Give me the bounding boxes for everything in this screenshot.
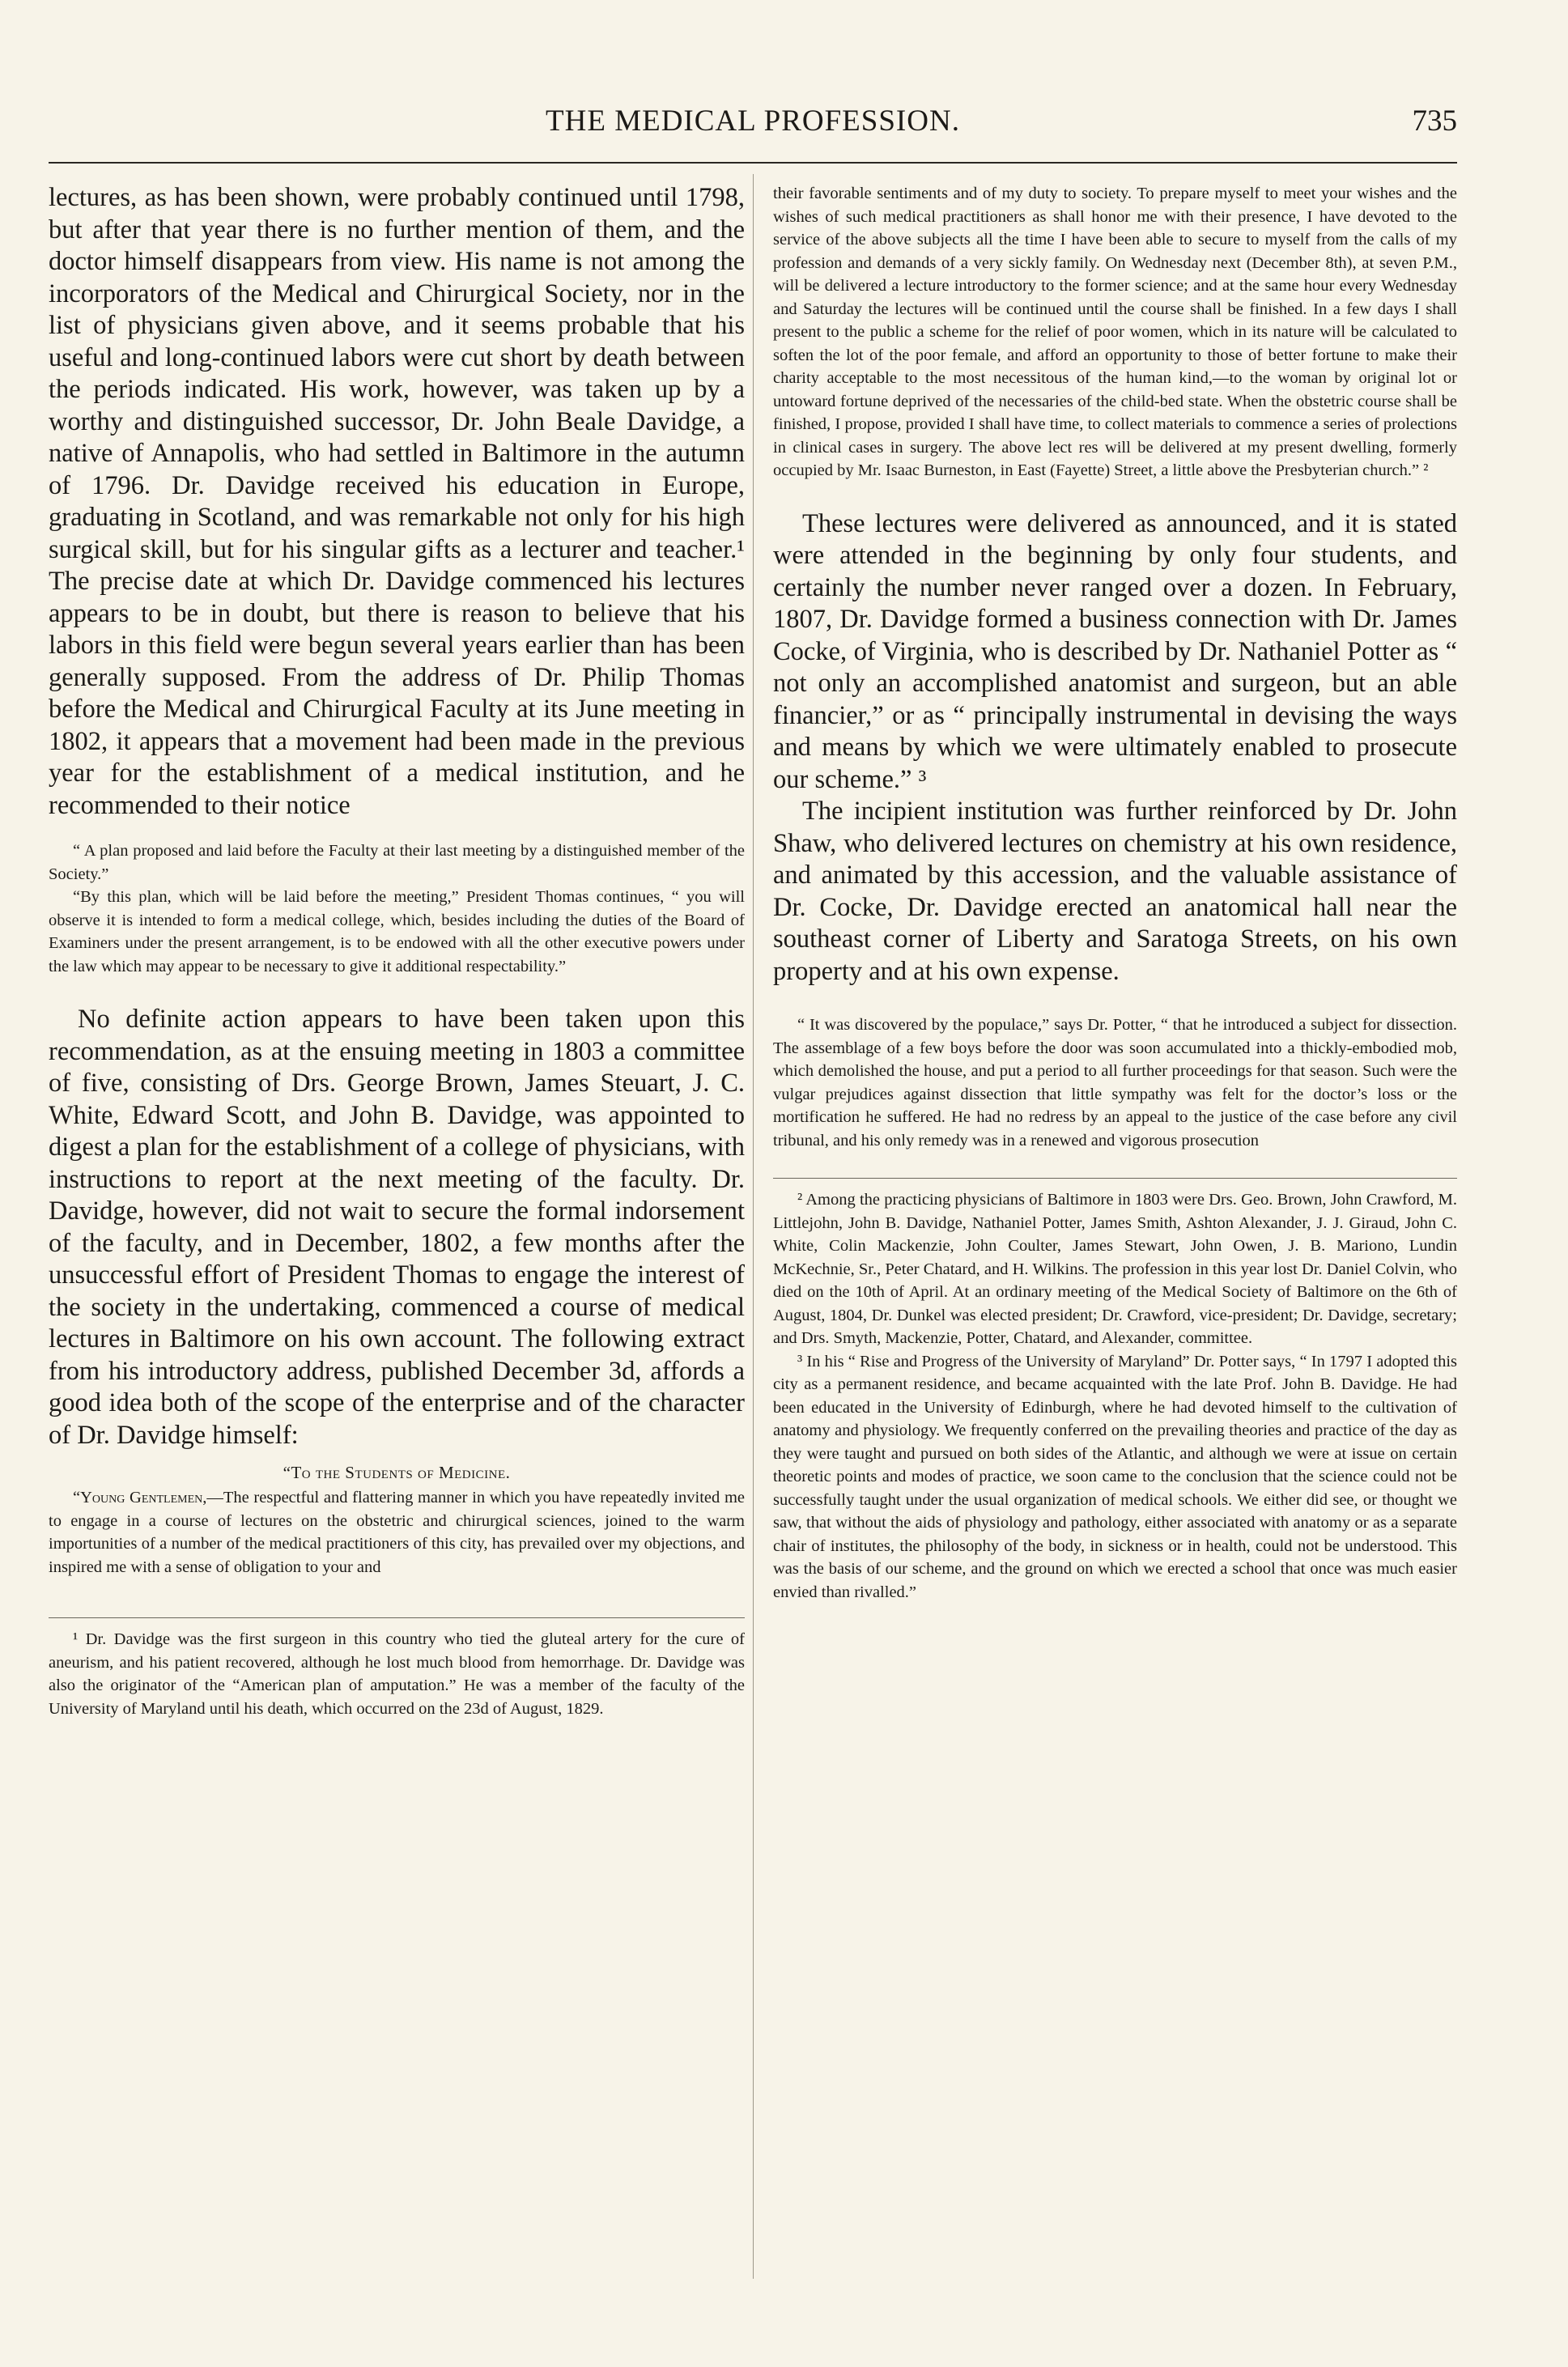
address-text bbox=[49, 1486, 745, 1579]
block-quote: “ It was discovered by the populace,” says Dr. Potter, “ that he introduced a subject for dissection. The assemblage of a few boys before the door was soon accumulated into a thickly-embodied mob, which demolished the house, and put a period to all further proceedings for that season. Such were the vulgar prejudices against dissection that little sympathy was felt for the doctor’s loss or the mortification he suffered. He had no redress by an appeal to the justice of the case before any civil tribunal, and his only remedy was in a renewed and vigorous prosecution bbox=[773, 1016, 1457, 1150]
left-column bbox=[49, 182, 745, 1720]
body-paragraph: lectures, as has been shown, were probably continued until 1798, but after that year there is no further mention of them, and the doctor himself disappears from view. His name is not among the incorporators of the Medical and Chirurgical Society, nor in the list of physicians given above, and it seems probable that his useful and long-continued labors were cut short by death between the periods indicated. His work, however, was taken up by a worthy and distinguished successor, Dr. John Beale Davidge, a native of Annapolis, who had settled in Baltimore in the autumn of 1796. Dr. Davidge received his education in Europe, graduating in Scotland, and was remarkable not only for his high surgical skill, but for his singular gifts as a lecturer and teacher.¹ The precise date at which Dr. Davidge commenced his lectures appears to be in doubt, but there is reason to believe that his labors in this field were begun several years earlier than has been generally supposed. From the address of Dr. Philip Thomas before the Medical and Chirurgical Faculty at its June meeting in 1802, it appears that a movement had been made in the previous year for the establishment of a medical institution, and he recommended to their notice bbox=[49, 183, 745, 820]
address-body: —The respectful and flattering manner in which you have repeatedly invited me to engage in a course of lectures on the obstetric and chirurgical sciences, joined to the warm importunities of a number of the medical practitioners of this city, has prevailed over my objections, and inspired me with a sense of obligation to your and bbox=[49, 1489, 745, 1576]
quote-paragraph: “ A plan proposed and laid before the Faculty at their last meeting by a distinguished member of the Society.” bbox=[49, 842, 745, 883]
body-paragraph: No definite action appears to have been taken upon this recommendation, as at the ensuing meeting in 1803 a committee of five, consisting of Drs. George Brown, James Steuart, J. C. White, Edward Scott, and John B. Davidge, was appointed to digest a plan for the establishment of a college of physicians, with instructions to report at the next meeting of the faculty. Dr. Davidge, however, did not wait to secure the formal indorsement of the faculty, and in December, 1802, a few months after the unsuccessful effort of President Thomas to engage the interest of the society in the undertaking, commenced a course of medical lectures in Baltimore on his own account. The following extract from his introductory address, published December 3d, affords a good idea both of the scope of the enterprise and of the character of Dr. Davidge himself: bbox=[49, 1005, 745, 1450]
running-header bbox=[49, 104, 1457, 144]
address-salutation: “Young Gentlemen, bbox=[73, 1489, 207, 1506]
address-continuation: their favorable sentiments and of my duty to society. To prepare myself to meet your wishes and the wishes of such medical practitioners as shall honor me with their presence, I have devoted to the service of the above subjects all the time I have been able to secure to myself from the calls of my profession and demands of a very sickly family. On Wednesday next (December 8th), at seven P.M., will be delivered a lecture introductory to the former science; and at the same hour every Wednesday and Saturday the lectures will be continued until the course shall be finished. In a few days I shall present to the public a scheme for the relief of poor women, which in its nature will be calculated to soften the lot of the poor female, and afford an opportunity to those of better fortune to make their charity acceptable to the most necessitous of the human kind,—to the woman by original lot or untoward fortune deprived of the necessaries of the child-bed state. When the obstetric course shall be finished, I propose, provided I shall have time, to collect materials to commence a series of prolections in clinical cases in surgery. The above lect res will be delivered at my present dwelling, formerly occupied by Mr. Isaac Burneston, in East (Fayette) Street, a little above the Presbyterian church.” ² bbox=[773, 185, 1457, 479]
footnote: ¹ Dr. Davidge was the first surgeon in this country who tied the gluteal artery for the cure of aneurism, and his patient recovered, although he lost much blood from hemorrhage. Dr. Davidge was also the originator of the “American plan of amputation.” He was a member of the faculty of the University of Maryland until his death, which occurred on the 23d of August, 1829. bbox=[49, 1630, 745, 1718]
footnote: ³ In his “ Rise and Progress of the University of Maryland” Dr. Potter says, “ In 1797 I adopted this city as a permanent residence, and became acquainted with the late Prof. John B. Davidge. He had been educated in the University of Edinburgh, where he had devoted himself to the cultivation of anatomy and physiology. We frequently conferred on the prevailing theories and practice of the day as they were taught and pursued on both sides of the Atlantic, and although we were at issue on certain theoretic points and modes of practice, we soon came to the conclusion that the science could not be successfully taught under the usual organization of medical schools. We either did see, or thought we saw, that without the aids of physiology and pathology, either associated with anatomy or as a separate chair of institutes, the philosophy of the body, in sickness or in health, could not be understood. This was the basis of our scheme, and the ground on which we erected a school that once was much easier envied than rivalled.” bbox=[773, 1352, 1457, 1601]
body-paragraph: These lectures were delivered as announced, and it is stated were attended in the beginning by only four students, and certainly the number never ranged over a dozen. In February, 1807, Dr. Davidge formed a business connection with Dr. James Cocke, of Virginia, who is described by Dr. Nathaniel Potter as “ not only an accomplished anatomist and surgeon, but an able financier,” or as “ principally instrumental in devising the ways and means by which we were ultimately enabled to prosecute our scheme.” ³ bbox=[773, 508, 1457, 794]
footnote: ² Among the practicing physicians of Baltimore in 1803 were Drs. Geo. Brown, John Crawford, M. Littlejohn, John B. Davidge, Nathaniel Potter, James Smith, Ashton Alexander, J. J. Giraud, John C. White, Colin Mackenzie, John Coulter, James Stewart, John Owen, J. B. Mariono, Lundin McKechnie, Sr., Peter Chatard, and H. Wilkins. The profession in this year lost Dr. Daniel Colvin, who died on the 10th of April. At an ordinary meeting of the Medical Society of Baltimore on the 6th of August, 1804, Dr. Dunkel was elected president; Dr. Crawford, vice-president; Dr. Davidge, secretary; and Drs. Smyth, Mackenzie, Potter, Chatard, and Alexander, committee. bbox=[773, 1191, 1457, 1347]
right-column bbox=[773, 182, 1457, 1604]
address-title: “To the Students of Medicine. bbox=[283, 1463, 511, 1482]
quote-paragraph: “By this plan, which will be laid before the meeting,” President Thomas continues, “ you will observe it is intended to form a medical college, which, besides including the duties of the Board of Examiners under the present arrangement, is to be endowed with all the other executive powers under the law which may appear to be necessary to give it additional respectability.” bbox=[49, 888, 745, 975]
running-title: THE MEDICAL PROFESSION. bbox=[546, 104, 960, 138]
body-paragraph: The incipient institution was further reinforced by Dr. John Shaw, who delivered lectures on chemistry at his own residence, and animated by this accession, and the valuable assistance of Dr. Cocke, Dr. Davidge erected an anatomical hall near the southeast corner of Liberty and Saratoga Streets, on his own property and at his own expense. bbox=[773, 797, 1457, 986]
header-rule bbox=[49, 162, 1457, 164]
column-divider bbox=[753, 174, 754, 2279]
block-quote bbox=[49, 839, 745, 978]
page-number: 735 bbox=[1412, 104, 1457, 138]
